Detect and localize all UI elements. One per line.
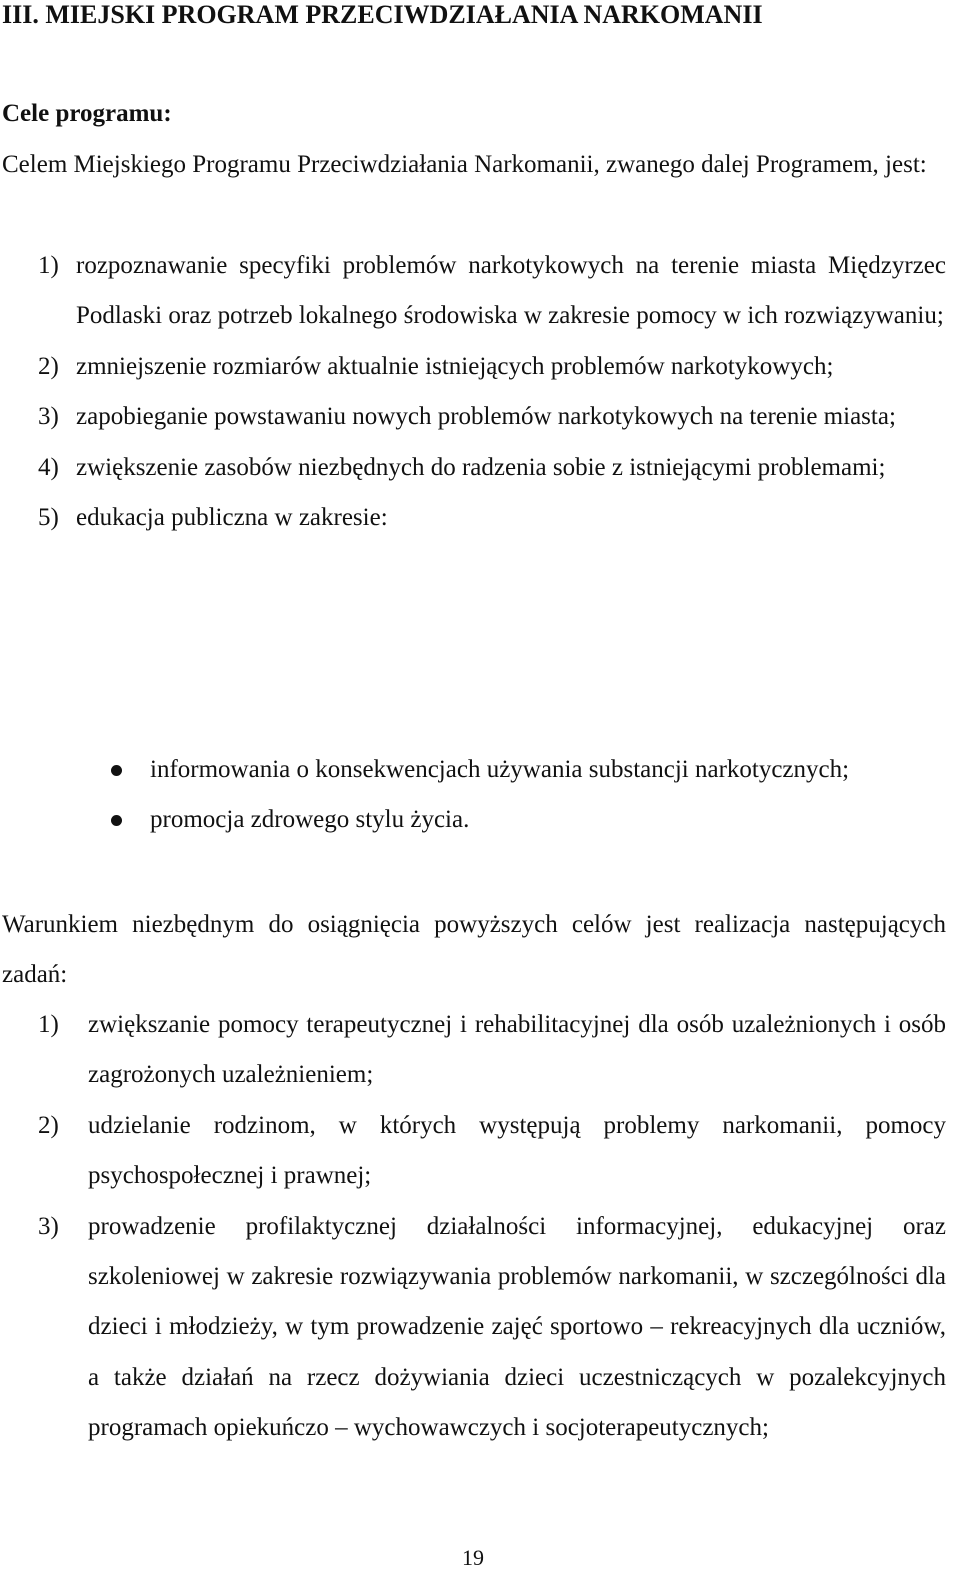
list-item-number: 5) [38, 504, 59, 532]
list-item [38, 241, 946, 342]
list-item-text: prowadzenie profilaktycznej działalności informacyjnej, edukacyjnej oraz szkoleniowej w zakresie rozwiązywania problemów narkomanii, w szczególności dla dzieci i młodzieży, w tym prowadzenie zajęć sportowo – rekreacyjnych dla uczniów, a także działań na rzecz dożywiania dzieci uczestniczących w pozalekcyjnych programach opiekuńczo – wychowawczych i socjoterapeutycznych; [88, 1212, 946, 1442]
list-item-number: 3) [38, 1212, 59, 1240]
bullet-icon [111, 815, 122, 826]
list-item-number: 2) [38, 1111, 59, 1139]
bullet-item [108, 795, 946, 845]
list-item-number: 1) [38, 252, 59, 279]
conditions-paragraph: Warunkiem niezbędnym do osiągnięcia powyższych celów jest realizacja następujących zadań: [2, 911, 946, 989]
list-item-number: 3) [38, 403, 59, 431]
list-item [38, 1202, 946, 1454]
list-item [38, 1000, 946, 1101]
list-item-text: zwiększenie zasobów niezbędnych do radzenia sobie z istniejącymi problemami; [76, 453, 886, 481]
list-item-text: rozpoznawanie specyfiki problemów narkotykowych na terenie miasta Międzyrzec Podlaski oraz potrzeb lokalnego środowiska w zakresie pomocy w ich rozwiązywaniu; [76, 252, 946, 330]
list-item-text: zmniejszenie rozmiarów aktualnie istniejących problemów narkotykowych; [76, 352, 834, 380]
education-bullet-list [108, 745, 946, 846]
goals-heading: Cele programu: [2, 100, 172, 127]
intro-paragraph: Celem Miejskiego Programu Przeciwdziałania Narkomanii, zwanego dalej Programem, jest: [2, 151, 927, 178]
list-item-number: 4) [38, 453, 59, 481]
bullet-item [108, 745, 946, 795]
page-number: 19 [462, 1545, 484, 1570]
bullet-text: promocja zdrowego stylu życia. [150, 806, 470, 834]
list-item-text: zwiększanie pomocy terapeutycznej i rehabilitacyjnej dla osób uzależnionych i osób zagrożonych uzależnieniem; [88, 1011, 946, 1089]
list-item [38, 493, 946, 543]
list-item-number: 2) [38, 352, 59, 380]
bullet-icon [111, 765, 122, 776]
list-item-text: zapobieganie powstawaniu nowych problemów narkotykowych na terenie miasta; [76, 403, 896, 431]
list-item [38, 392, 946, 442]
list-item [38, 1101, 946, 1202]
bullet-text: informowania o konsekwencjach używania substancji narkotycznych; [150, 756, 850, 783]
list-item [38, 342, 946, 392]
goals-list [38, 241, 946, 543]
tasks-list [38, 1000, 946, 1454]
section-title: III. MIEJSKI PROGRAM PRZECIWDZIAŁANIA NARKOMANII [2, 0, 763, 29]
list-item [38, 443, 946, 493]
list-item-number: 1) [38, 1011, 59, 1038]
list-item-text: edukacja publiczna w zakresie: [76, 504, 388, 532]
list-item-text: udzielanie rodzinom, w których występują problemy narkomanii, pomocy psychospołecznej i prawnej; [88, 1111, 946, 1190]
